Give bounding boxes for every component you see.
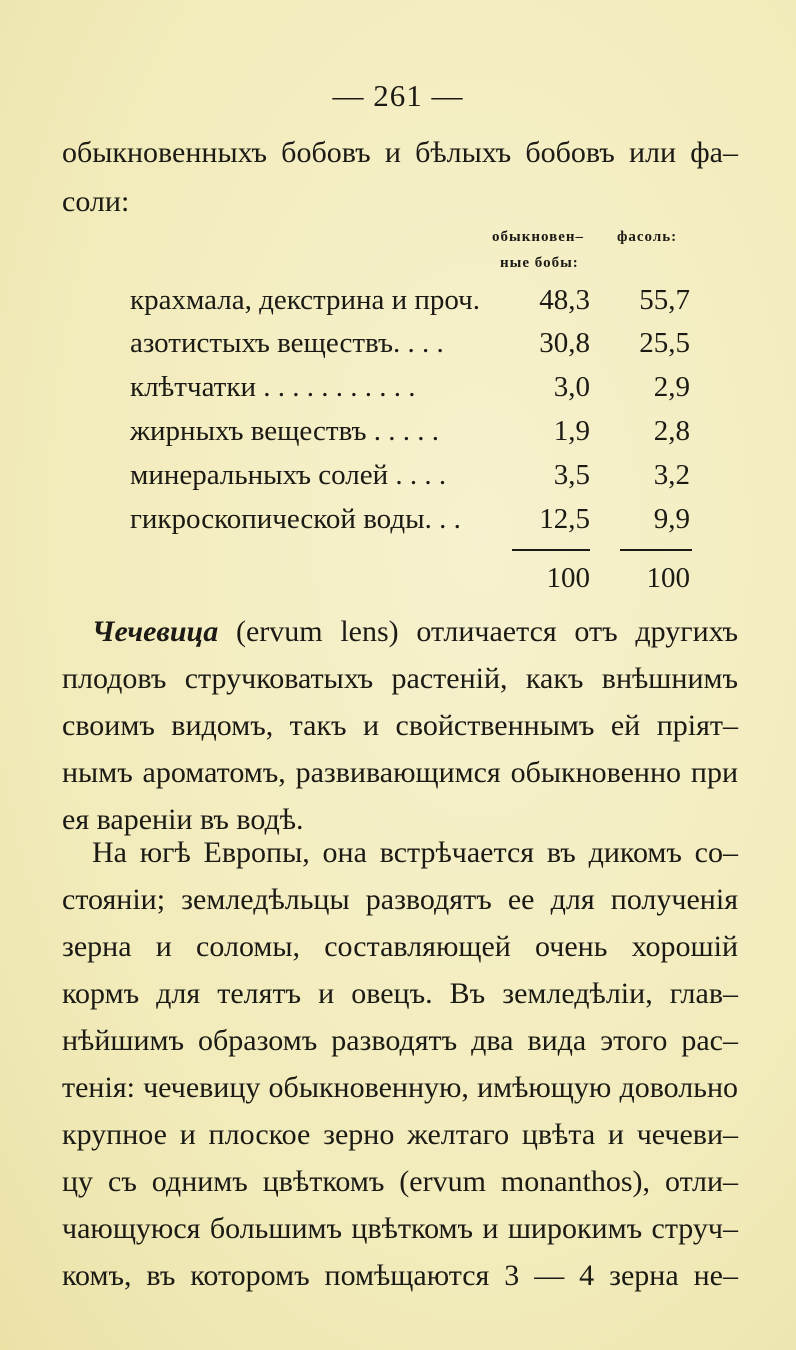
paragraph-line: [92, 612, 738, 652]
paragraph-line: ея вареніи въ водѣ.: [62, 803, 304, 836]
paragraph-line: тенія: чечевицу обыкновенную, имѣющую довольно: [62, 1071, 738, 1104]
column-header-fasol: фасоль:: [617, 229, 678, 245]
paragraph-line: комъ, въ которомъ помѣщаются 3 — 4 зерна не–: [62, 1259, 738, 1292]
value-fasol: 25,5: [639, 327, 690, 359]
intro-line: обыкновенныхъ бобовъ и бѣлыхъ бобовъ или фа–: [62, 136, 738, 169]
paragraph-line: своимъ видомъ, такъ и свойственнымъ ей пріят–: [62, 709, 738, 742]
table-row: [130, 323, 690, 363]
value-beans: 30,8: [539, 327, 590, 359]
total-fasol: 100: [646, 562, 690, 594]
page-number: — 261 —: [332, 78, 464, 113]
paragraph-line: плодовъ стручковатыхъ растеній, какъ внѣшнимъ: [62, 662, 738, 695]
value-beans: 3,5: [553, 459, 590, 491]
value-beans: 1,9: [553, 415, 590, 447]
paragraph-line: нымъ ароматомъ, развивающимся обыкновенно при: [62, 756, 738, 789]
row-label: азотистыхъ веществъ. . . .: [130, 327, 444, 359]
column-header-beans: обыкновен–: [492, 229, 585, 245]
total-beans: 100: [546, 562, 590, 594]
table-row: [130, 411, 690, 451]
table-row: [130, 499, 690, 539]
paragraph-line: стояніи; земледѣльцы разводятъ ее для полученія: [62, 883, 738, 916]
paragraph-line: кормъ для телятъ и овецъ. Въ земледѣліи, глав–: [62, 977, 738, 1010]
table-total-row: [130, 558, 690, 598]
row-label: жирныхъ веществъ . . . . .: [130, 415, 440, 447]
table-row: [130, 367, 690, 407]
row-label: крахмала, декстрина и проч.: [130, 284, 481, 316]
paragraph-line: чающуюся большимъ цвѣткомъ и широкимъ струч–: [62, 1212, 738, 1245]
value-fasol: 9,9: [653, 503, 690, 535]
value-fasol: 2,8: [653, 415, 690, 447]
paragraph-line: На югѣ Европы, она встрѣчается въ дикомъ со–: [92, 836, 738, 869]
row-label: клѣтчатки . . . . . . . . . . .: [130, 371, 416, 403]
value-beans: 3,0: [553, 371, 590, 403]
value-fasol: 2,9: [653, 371, 690, 403]
sum-rule: [620, 549, 692, 551]
table-row: [130, 455, 690, 495]
value-fasol: 55,7: [639, 284, 690, 316]
row-label: минеральныхъ солей . . . .: [130, 459, 447, 491]
value-beans: 48,3: [539, 284, 590, 316]
paragraph-line: нѣйшимъ образомъ разводятъ два вида этого рас–: [62, 1024, 738, 1057]
intro-line: соли:: [62, 185, 130, 218]
paragraph-line: цу съ однимъ цвѣткомъ (ervum monanthos), отли–: [62, 1165, 738, 1198]
value-beans: 12,5: [539, 503, 590, 535]
value-fasol: 3,2: [653, 459, 690, 491]
paragraph-text: (ervum lens) отличается отъ другихъ: [235, 615, 739, 648]
paragraph-line: зерна и соломы, составляющей очень хорошій: [62, 930, 738, 963]
term-chechevitsa: Чечевица: [92, 615, 219, 648]
row-label: гикроскопической воды. . .: [130, 503, 461, 535]
column-header-beans: ные бобы:: [500, 255, 579, 271]
table-row: [130, 280, 690, 320]
paragraph-line: крупное и плоское зерно желтаго цвѣта и чечеви–: [62, 1118, 738, 1151]
sum-rule: [512, 549, 590, 551]
